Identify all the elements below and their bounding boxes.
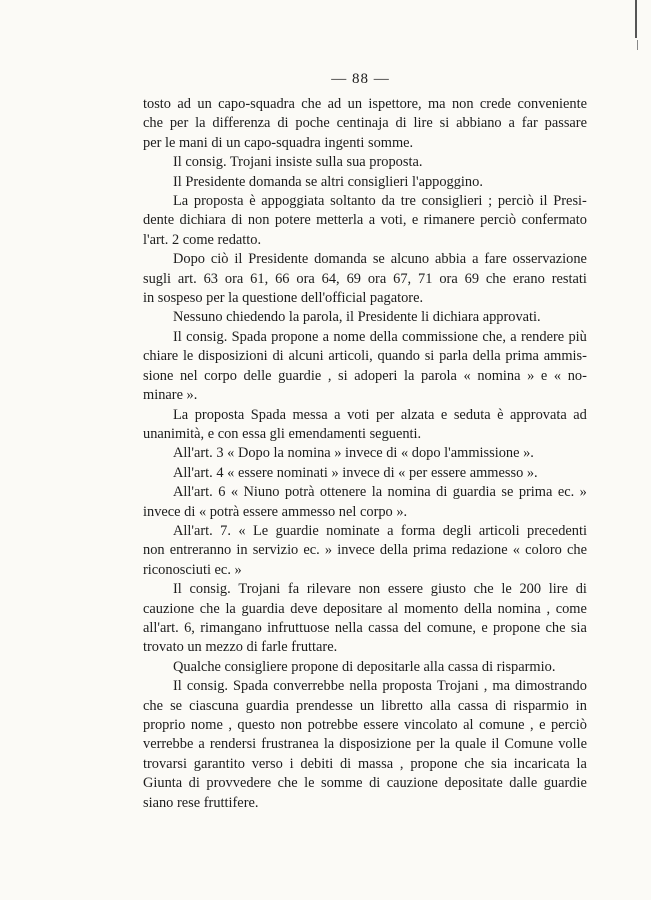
text-line: Dopo ciò il Presidente domanda se alcuno abbia a fare osservazione	[173, 251, 587, 268]
text-line: All'art. 7. « Le guardie nominate a forma degli articoli precedenti	[173, 522, 587, 539]
text-line: non entreranno in servizio ec. » invece della prima redazione « coloro che	[143, 542, 587, 559]
text-line: Il consig. Spada propone a nome della commissione che, a rendere più	[173, 328, 587, 345]
page-edge-mark-small	[637, 40, 638, 50]
page-edge-mark	[635, 0, 637, 38]
text-line: Il consig. Trojani fa rilevare non essere giusto che le 200 lire di	[173, 581, 587, 598]
text-line: All'art. 3 « Dopo la nomina » invece di « dopo l'ammissione ».	[173, 445, 534, 462]
text-line: cauzione che la guardia deve depositare al momento della nomina , come	[143, 600, 587, 617]
text-line: unanimità, e con essa gli emendamenti seguenti.	[143, 425, 422, 442]
text-line: trovarsi garantito verso i debiti di massa , propone che sia incaricata la	[143, 755, 587, 772]
text-line: per le mani di un capo-squadra ingenti somme.	[143, 134, 414, 151]
page-number: — 88 —	[331, 71, 390, 87]
text-line: Il Presidente domanda se altri consiglieri l'appoggino.	[173, 173, 483, 190]
text-line: Il consig. Trojani insiste sulla sua proposta.	[173, 154, 423, 171]
text-line: che per la differenza di poche centinaja di lire si abbiano a far passare	[143, 115, 587, 132]
text-line: Giunta di provvedere che le somme di cauzione depositate dalle guardie	[143, 775, 587, 792]
text-line: chiare le disposizioni di alcuni articoli, quando si parla della prima ammis-	[143, 348, 587, 365]
text-line: proprio nome , questo non potrebbe essere vincolato al comune , e perciò	[143, 717, 587, 733]
text-line: dente dichiara di non potere metterla a voti, e rimanere perciò confermato	[143, 212, 587, 229]
text-line: La proposta Spada messa a voti per alzata e seduta è approvata ad	[173, 406, 587, 423]
text-line: All'art. 4 « essere nominati » invece di « per essere ammesso ».	[173, 464, 538, 481]
text-line: che se ciascuna guardia prendesse un libretto alla cassa di risparmio in	[143, 697, 587, 714]
text-line: invece di « potrà essere ammesso nel corpo ».	[143, 503, 408, 520]
text-line: minare ».	[143, 387, 198, 404]
text-line: Il consig. Spada converrebbe nella proposta Trojani , ma dimostrando	[173, 678, 587, 695]
text-line: All'art. 6 « Niuno potrà ottenere la nomina di guardia se prima ec. »	[173, 484, 587, 501]
text-line: riconosciuti ec. »	[143, 561, 242, 578]
text-line: siano rese fruttifere.	[143, 794, 259, 811]
text-line: trovato un mezzo di farle fruttare.	[143, 639, 338, 656]
body-text	[143, 95, 587, 813]
text-line: tosto ad un capo-squadra che ad un ispettore, ma non crede conveniente	[143, 96, 587, 112]
text-line: verrebbe a rendersi frustranea la disposizione per la quale il Comune volle	[143, 736, 587, 753]
text-line: La proposta è appoggiata soltanto da tre consiglieri ; perciò il Presi-	[173, 193, 587, 210]
text-line: l'art. 2 come redatto.	[143, 231, 262, 248]
text-line: sugli art. 63 ora 61, 66 ora 64, 69 ora 67, 71 ora 69 che erano restati	[143, 270, 587, 287]
text-line: all'art. 6, rimangano infruttuose nella cassa del comune, e propone che sia	[143, 619, 587, 636]
text-line: in sospeso per la questione dell'official pagatore.	[143, 290, 424, 307]
text-line: Nessuno chiedendo la parola, il Presidente li dichiara approvati.	[173, 309, 541, 326]
text-line: sione nel corpo delle guardie , si adoperi la parola « nomina » e « no-	[143, 367, 587, 384]
text-line: Qualche consigliere propone di depositarle alla cassa di risparmio.	[173, 658, 556, 675]
